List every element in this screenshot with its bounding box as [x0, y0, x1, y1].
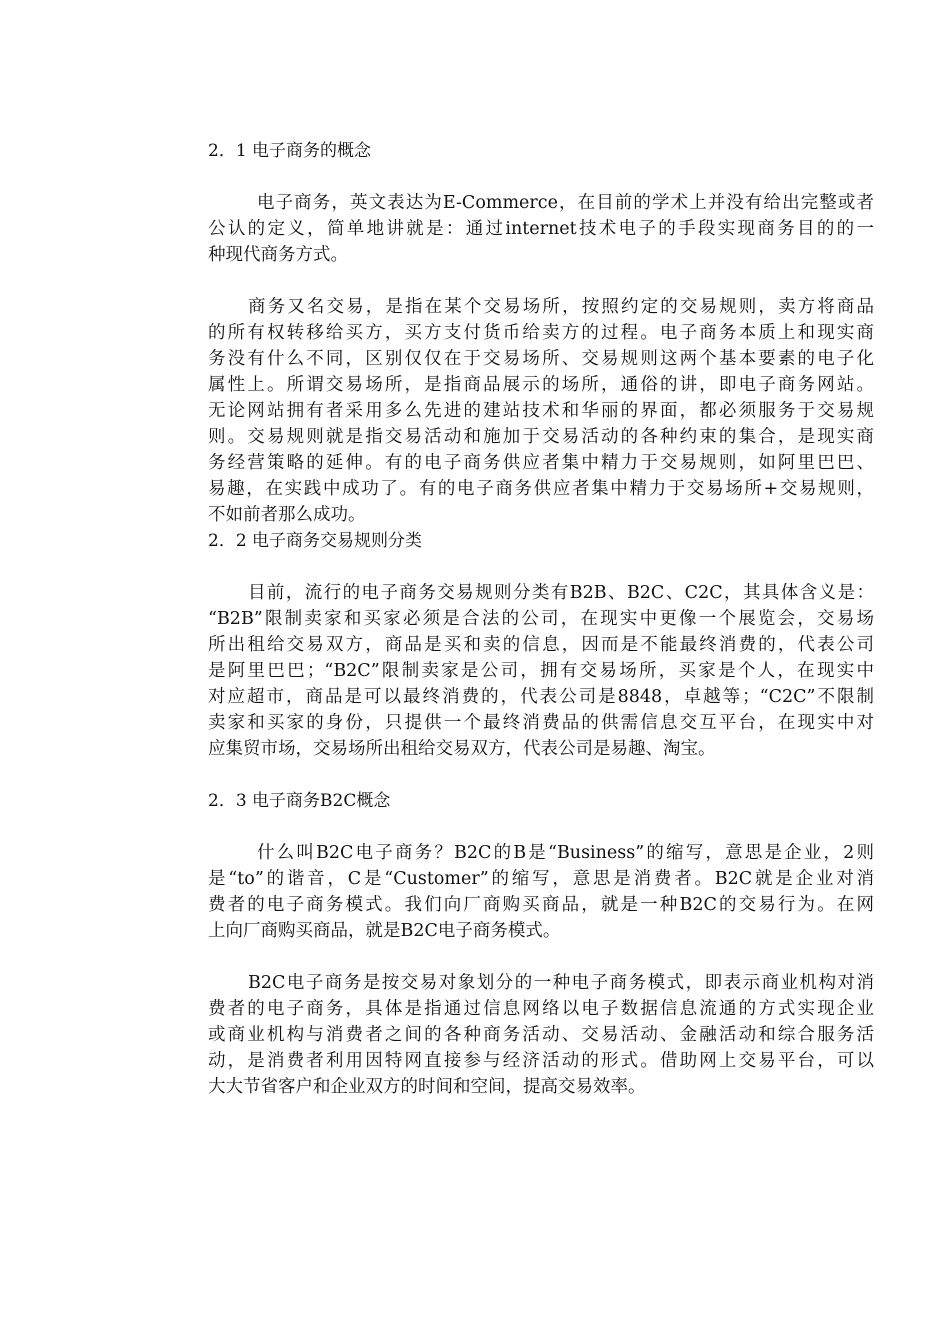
text-line: 电子商务，英文表达为E-Commerce，在目前的学术上并没有给出完整或者: [257, 193, 874, 213]
text-line: 种现代商务方式。: [208, 245, 348, 265]
text-line: 是阿里巴巴；“B2C”限制卖家是公司，拥有交易场所，买家是个人，在现实中: [208, 661, 874, 681]
text-line: 费者的电子商务模式。我们向厂商购买商品，就是一种B2C的交易行为。在网: [208, 895, 874, 915]
text-line: 无论网站拥有者采用多么先进的建站技术和华丽的界面，都必须服务于交易规: [208, 401, 874, 421]
text-line: 上向厂商购买商品，就是B2C电子商务模式。: [208, 921, 561, 941]
text-line: 应集贸市场，交易场所出租给交易双方，代表公司是易趣、淘宝。: [208, 739, 716, 759]
text-line: 是“to”的谐音，C是“Customer”的缩写，意思是消费者。B2C就是企业对消: [208, 869, 874, 889]
document-body: [208, 138, 874, 1100]
text-line: 则。交易规则就是指交易活动和施加于交易活动的各种约束的集合，是现实商: [208, 427, 874, 447]
paragraph-2-2-a: [208, 580, 874, 762]
text-line: 的所有权转移给买方，买方支付货币给卖方的过程。电子商务本质上和现实商: [208, 323, 874, 343]
section-heading-2-1: 2．1 电子商务的概念: [208, 141, 372, 161]
paragraph-2-3-a: [208, 840, 874, 944]
spacer: [208, 164, 874, 190]
text-line: 务经营策略的延伸。有的电子商务供应者集中精力于交易规则，如阿里巴巴、: [208, 453, 874, 473]
section-heading-2-3: 2．3 电子商务B2C概念: [208, 791, 391, 811]
spacer: [208, 554, 874, 580]
paragraph-2-1-a: [208, 190, 874, 268]
paragraph-2-1-b: [208, 294, 874, 528]
text-line: 什么叫B2C电子商务？B2C的B是“Business”的缩写，意思是企业，2则: [257, 843, 874, 863]
spacer: [208, 814, 874, 840]
text-line: 商务又名交易，是指在某个交易场所，按照约定的交易规则，卖方将商品: [248, 297, 874, 317]
spacer: [208, 762, 874, 788]
text-line: B2C电子商务是按交易对象划分的一种电子商务模式，即表示商业机构对消: [248, 973, 874, 993]
text-line: 公认的定义，简单地讲就是：通过internet技术电子的手段实现商务目的的一: [208, 219, 874, 239]
spacer: [208, 944, 874, 970]
text-line: 务没有什么不同，区别仅仅在于交易场所、交易规则这两个基本要素的电子化: [208, 349, 874, 369]
text-line: 对应超市，商品是可以最终消费的，代表公司是8848，卓越等；“C2C”不限制: [208, 687, 874, 707]
text-line: 所出租给交易双方，商品是买和卖的信息，因而是不能最终消费的，代表公司: [208, 635, 874, 655]
paragraph-2-3-b: [208, 970, 874, 1100]
text-line: “B2B”限制卖家和买家必须是合法的公司，在现实中更像一个展览会，交易场: [208, 609, 874, 629]
spacer: [208, 268, 874, 294]
text-line: 目前，流行的电子商务交易规则分类有B2B、B2C、C2C，其具体含义是：: [248, 583, 874, 603]
section-heading-2-2: 2．2 电子商务交易规则分类: [208, 531, 423, 551]
text-line: 大大节省客户和企业双方的时间和空间，提高交易效率。: [208, 1077, 646, 1097]
text-line: 不如前者那么成功。: [208, 505, 366, 525]
text-line: 费者的电子商务，具体是指通过信息网络以电子数据信息流通的方式实现企业: [208, 999, 874, 1019]
text-line: 或商业机构与消费者之间的各种商务活动、交易活动、金融活动和综合服务活: [208, 1025, 874, 1045]
text-line: 卖家和买家的身份，只提供一个最终消费品的供需信息交互平台，在现实中对: [208, 713, 874, 733]
text-line: 属性上。所谓交易场所，是指商品展示的场所，通俗的讲，即电子商务网站。: [208, 375, 874, 395]
text-line: 易趣，在实践中成功了。有的电子商务供应者集中精力于交易场所+交易规则，: [208, 479, 874, 499]
text-line: 动，是消费者利用因特网直接参与经济活动的形式。借助网上交易平台，可以: [208, 1051, 874, 1071]
